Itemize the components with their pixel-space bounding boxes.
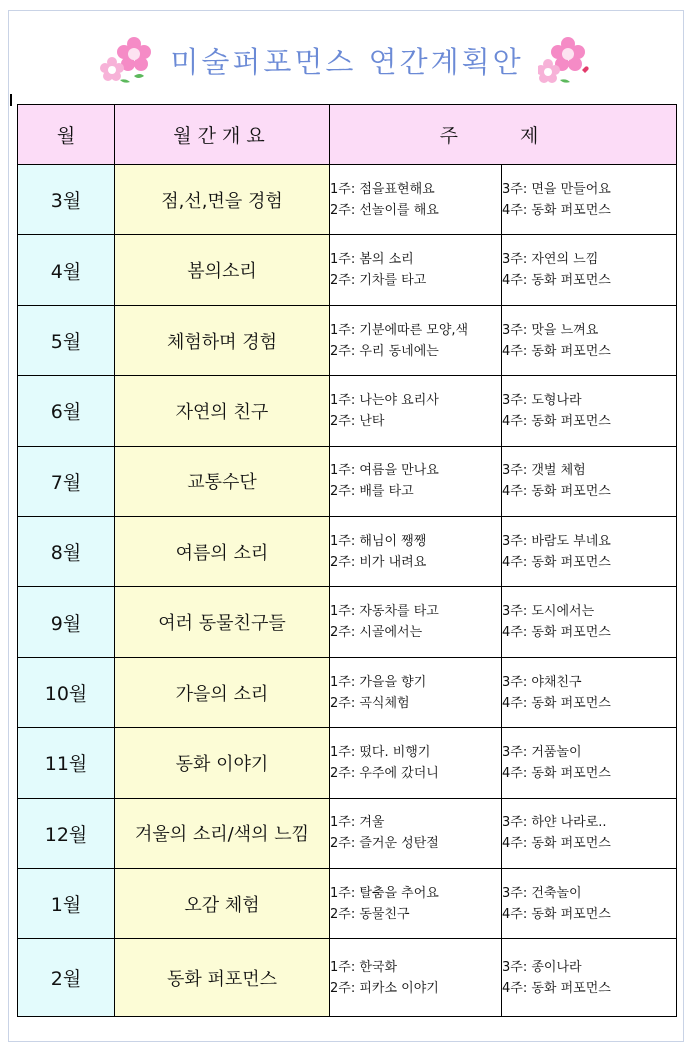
month-cell: 3월 <box>18 165 115 235</box>
weeks-3-4-cell <box>502 657 677 727</box>
week-3-text: 3주: 건축놀이 <box>502 885 582 901</box>
header-summary: 월간개요 <box>115 105 330 165</box>
title-row <box>17 30 677 90</box>
week-1-text: 1주: 자동차를 타고 <box>330 604 439 620</box>
month-cell: 1월 <box>18 869 115 939</box>
week-4-text: 4주: 동화 퍼포먼스 <box>502 980 611 996</box>
table-row <box>18 517 677 587</box>
weeks-3-4-cell <box>502 376 677 446</box>
week-3-text: 3주: 하얀 나라로.. <box>502 815 607 831</box>
table-row <box>18 869 677 939</box>
week-4-text: 4주: 동화 퍼포먼스 <box>502 695 611 711</box>
week-4-text: 4주: 동화 퍼포먼스 <box>502 625 611 641</box>
week-1-text: 1주: 기분에따른 모양,색 <box>330 322 469 338</box>
week-3-text: 3주: 갯벌 체험 <box>502 463 586 479</box>
weeks-1-2-cell <box>330 657 502 727</box>
week-1-text: 1주: 점을표현해요 <box>330 181 435 197</box>
week-1-text: 1주: 한국화 <box>330 959 398 975</box>
week-4-text: 4주: 동화 퍼포먼스 <box>502 765 611 781</box>
table-row <box>18 798 677 868</box>
week-3-text: 3주: 도형나라 <box>502 392 582 408</box>
weeks-1-2-cell <box>330 869 502 939</box>
week-3-text: 3주: 자연의 느낌 <box>502 252 599 268</box>
weeks-1-2-cell <box>330 446 502 516</box>
weeks-3-4-cell <box>502 446 677 516</box>
weeks-3-4-cell <box>502 517 677 587</box>
flower-icon <box>538 32 594 88</box>
week-2-text: 2주: 난타 <box>330 413 385 429</box>
month-cell: 8월 <box>18 517 115 587</box>
week-2-text: 2주: 즐거운 성탄절 <box>330 836 439 852</box>
week-2-text: 2주: 피카소 이야기 <box>330 980 439 996</box>
week-1-text: 1주: 겨울 <box>330 815 385 831</box>
week-1-text: 1주: 탈춤을 추어요 <box>330 885 439 901</box>
week-2-text: 2주: 선놀이를 해요 <box>330 202 439 218</box>
text-cursor <box>10 94 12 106</box>
week-3-text: 3주: 야채친구 <box>502 674 582 690</box>
weeks-3-4-cell <box>502 235 677 305</box>
week-2-text: 2주: 곡식체험 <box>330 695 410 711</box>
header-month: 월 <box>18 105 115 165</box>
summary-cell: 겨울의 소리/색의 느낌 <box>115 798 330 868</box>
weeks-3-4-cell <box>502 587 677 657</box>
weeks-1-2-cell <box>330 305 502 375</box>
weeks-3-4-cell <box>502 165 677 235</box>
table-row <box>18 376 677 446</box>
table-row <box>18 446 677 516</box>
annual-plan-table <box>17 104 677 1017</box>
summary-cell: 가을의 소리 <box>115 657 330 727</box>
week-2-text: 2주: 우주에 갔더니 <box>330 765 439 781</box>
summary-cell: 자연의 친구 <box>115 376 330 446</box>
week-3-text: 3주: 바람도 부네요 <box>502 533 611 549</box>
table-header-row <box>18 105 677 165</box>
weeks-1-2-cell <box>330 517 502 587</box>
month-cell: 11월 <box>18 728 115 798</box>
flower-icon <box>100 32 156 88</box>
week-1-text: 1주: 나는야 요리사 <box>330 392 439 408</box>
table-row <box>18 728 677 798</box>
table-row <box>18 939 677 1017</box>
week-3-text: 3주: 면을 만들어요 <box>502 181 611 197</box>
table-row <box>18 657 677 727</box>
weeks-1-2-cell <box>330 728 502 798</box>
month-cell: 7월 <box>18 446 115 516</box>
week-1-text: 1주: 가을을 향기 <box>330 674 427 690</box>
month-cell: 10월 <box>18 657 115 727</box>
summary-cell: 점,선,면을 경험 <box>115 165 330 235</box>
weeks-1-2-cell <box>330 939 502 1017</box>
table-row <box>18 235 677 305</box>
week-4-text: 4주: 동화 퍼포먼스 <box>502 554 611 570</box>
summary-cell: 동화 퍼포먼스 <box>115 939 330 1017</box>
week-3-text: 3주: 맛을 느껴요 <box>502 322 599 338</box>
month-cell: 5월 <box>18 305 115 375</box>
weeks-3-4-cell <box>502 798 677 868</box>
weeks-3-4-cell <box>502 939 677 1017</box>
week-3-text: 3주: 거품놀이 <box>502 744 582 760</box>
table-row <box>18 305 677 375</box>
month-cell: 2월 <box>18 939 115 1017</box>
summary-cell: 동화 이야기 <box>115 728 330 798</box>
week-3-text: 3주: 도시에서는 <box>502 604 595 620</box>
header-topic: 주 제 <box>330 105 677 165</box>
week-2-text: 2주: 배를 타고 <box>330 484 414 500</box>
weeks-3-4-cell <box>502 305 677 375</box>
month-cell: 4월 <box>18 235 115 305</box>
summary-cell: 오감 체험 <box>115 869 330 939</box>
weeks-3-4-cell <box>502 869 677 939</box>
weeks-1-2-cell <box>330 165 502 235</box>
week-1-text: 1주: 해님이 쨍쨍 <box>330 533 427 549</box>
week-2-text: 2주: 기차를 타고 <box>330 273 427 289</box>
week-4-text: 4주: 동화 퍼포먼스 <box>502 484 611 500</box>
week-1-text: 1주: 떴다. 비행기 <box>330 744 431 760</box>
table-row <box>18 587 677 657</box>
weeks-1-2-cell <box>330 235 502 305</box>
week-2-text: 2주: 우리 동네에는 <box>330 343 439 359</box>
week-4-text: 4주: 동화 퍼포먼스 <box>502 273 611 289</box>
week-4-text: 4주: 동화 퍼포먼스 <box>502 906 611 922</box>
table-row <box>18 165 677 235</box>
week-4-text: 4주: 동화 퍼포먼스 <box>502 836 611 852</box>
summary-cell: 체험하며 경험 <box>115 305 330 375</box>
week-4-text: 4주: 동화 퍼포먼스 <box>502 343 611 359</box>
weeks-3-4-cell <box>502 728 677 798</box>
week-2-text: 2주: 시골에서는 <box>330 625 423 641</box>
weeks-1-2-cell <box>330 587 502 657</box>
summary-cell: 여름의 소리 <box>115 517 330 587</box>
summary-cell: 교통수단 <box>115 446 330 516</box>
summary-cell: 여러 동물친구들 <box>115 587 330 657</box>
month-cell: 9월 <box>18 587 115 657</box>
month-cell: 6월 <box>18 376 115 446</box>
week-2-text: 2주: 비가 내려요 <box>330 554 427 570</box>
week-2-text: 2주: 동물친구 <box>330 906 410 922</box>
summary-cell: 봄의소리 <box>115 235 330 305</box>
week-1-text: 1주: 여름을 만나요 <box>330 463 439 479</box>
week-4-text: 4주: 동화 퍼포먼스 <box>502 413 611 429</box>
weeks-1-2-cell <box>330 376 502 446</box>
week-4-text: 4주: 동화 퍼포먼스 <box>502 202 611 218</box>
month-cell: 12월 <box>18 798 115 868</box>
page-title: 미술퍼포먼스 연간계획안 <box>170 44 524 79</box>
week-3-text: 3주: 종이나라 <box>502 959 582 975</box>
weeks-1-2-cell <box>330 798 502 868</box>
week-1-text: 1주: 봄의 소리 <box>330 252 414 268</box>
